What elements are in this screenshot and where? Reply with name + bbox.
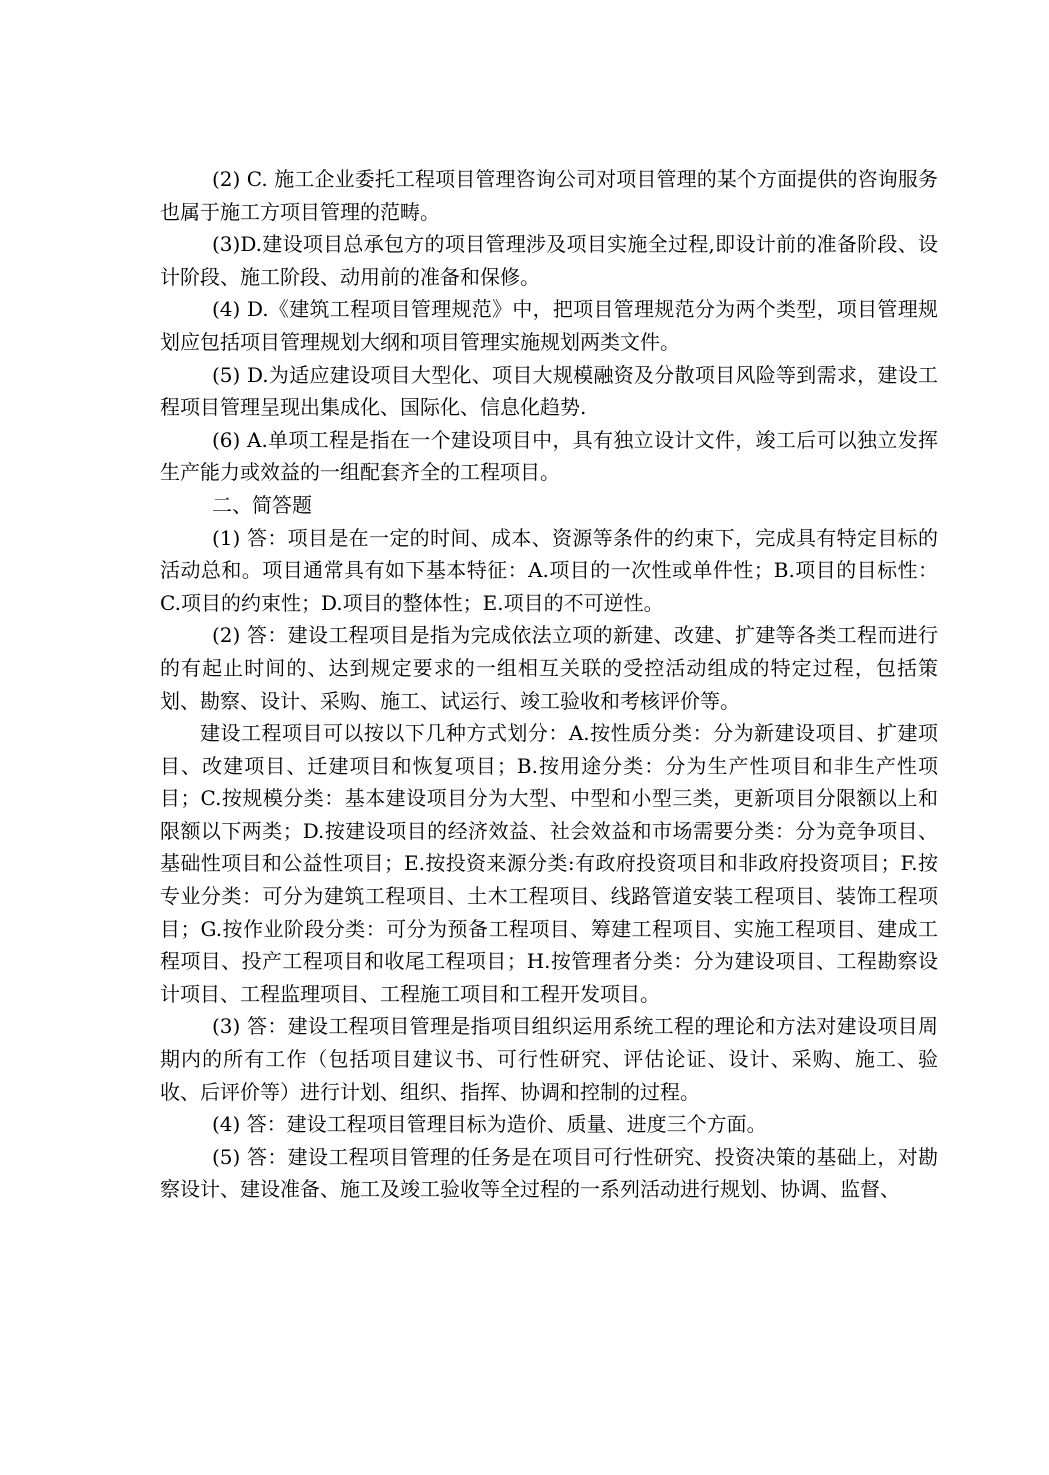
short-answer-1: (1) 答：项目是在一定的时间、成本、资源等条件的约束下，完成具有特定目标的活动总和。项目通常具有如下基本特征：A.项目的一次性或单件性；B.项目的目标性：C.项目的约束性；D.项目的整体性；E.项目的不可逆性。 xyxy=(160,525,938,615)
short-answer-2: (2) 答：建设工程项目是指为完成依法立项的新建、改建、扩建等各类工程而进行的有起止时间的、达到规定要求的一组相互关联的受控活动组成的特定过程，包括策划、勘察、设计、采购、施工、试运行、竣工验收和考核评价等。 xyxy=(160,623,938,713)
short-answer-3: (3) 答：建设工程项目管理是指项目组织运用系统工程的理论和方法对建设项目周期内的所有工作（包括项目建议书、可行性研究、评估论证、设计、采购、施工、验收、后评价等）进行计划、组织、指挥、协调和控制的过程。 xyxy=(160,1014,938,1104)
answer-2-choice: (2) C. 施工企业委托工程项目管理咨询公司对项目管理的某个方面提供的咨询服务也属于施工方项目管理的范畴。 xyxy=(160,167,938,224)
document-page xyxy=(160,163,938,1206)
answer-5-choice: (5) D.为适应建设项目大型化、项目大规模融资及分散项目风险等到需求，建设工程项目管理呈现出集成化、国际化、信息化趋势. xyxy=(160,362,938,420)
section-heading-short-answer: 二、简答题 xyxy=(212,492,312,517)
short-answer-5: (5) 答：建设工程项目管理的任务是在项目可行性研究、投资决策的基础上，对勘察设计、建设准备、施工及竣工验收等全过程的一系列活动进行规划、协调、监督、 xyxy=(160,1144,938,1202)
short-answer-2-continued: 建设工程项目可以按以下几种方式划分：A.按性质分类：分为新建设项目、扩建项目、改建项目、迁建项目和恢复项目；B.按用途分类：分为生产性项目和非生产性项目；C.按规模分类：基本建设项目分为大型、中型和小型三类，更新项目分限额以上和限额以下两类；D.按建设项目的经济效益、社会效益和市场需要分类：分为竞争项目、基础性项目和公益性项目；E.按投资来源分类:有政府投资项目和非政府投资项目；F.按专业分类：可分为建筑工程项目、土木工程项目、线路管道安装工程项目、装饰工程项目；G.按作业阶段分类：可分为预备工程项目、筹建工程项目、实施工程项目、建成工程项目、投产工程项目和收尾工程项目；H.按管理者分类：分为建设项目、工程勘察设计项目、工程监理项目、工程施工项目和工程开发项目。 xyxy=(160,721,938,1006)
short-answer-4: (4) 答：建设工程项目管理目标为造价、质量、进度三个方面。 xyxy=(212,1112,767,1137)
answer-3-choice: (3)D.建设项目总承包方的项目管理涉及项目实施全过程,即设计前的准备阶段、设计阶段、施工阶段、动用前的准备和保修。 xyxy=(160,232,938,289)
answer-4-choice: (4) D.《建筑工程项目管理规范》中，把项目管理规范分为两个类型，项目管理规划应包括项目管理规划大纲和项目管理实施规划两类文件。 xyxy=(160,297,938,354)
answer-6-choice: (6) A.单项工程是指在一个建设项目中，具有独立设计文件，竣工后可以独立发挥生产能力或效益的一组配套齐全的工程项目。 xyxy=(160,427,938,485)
